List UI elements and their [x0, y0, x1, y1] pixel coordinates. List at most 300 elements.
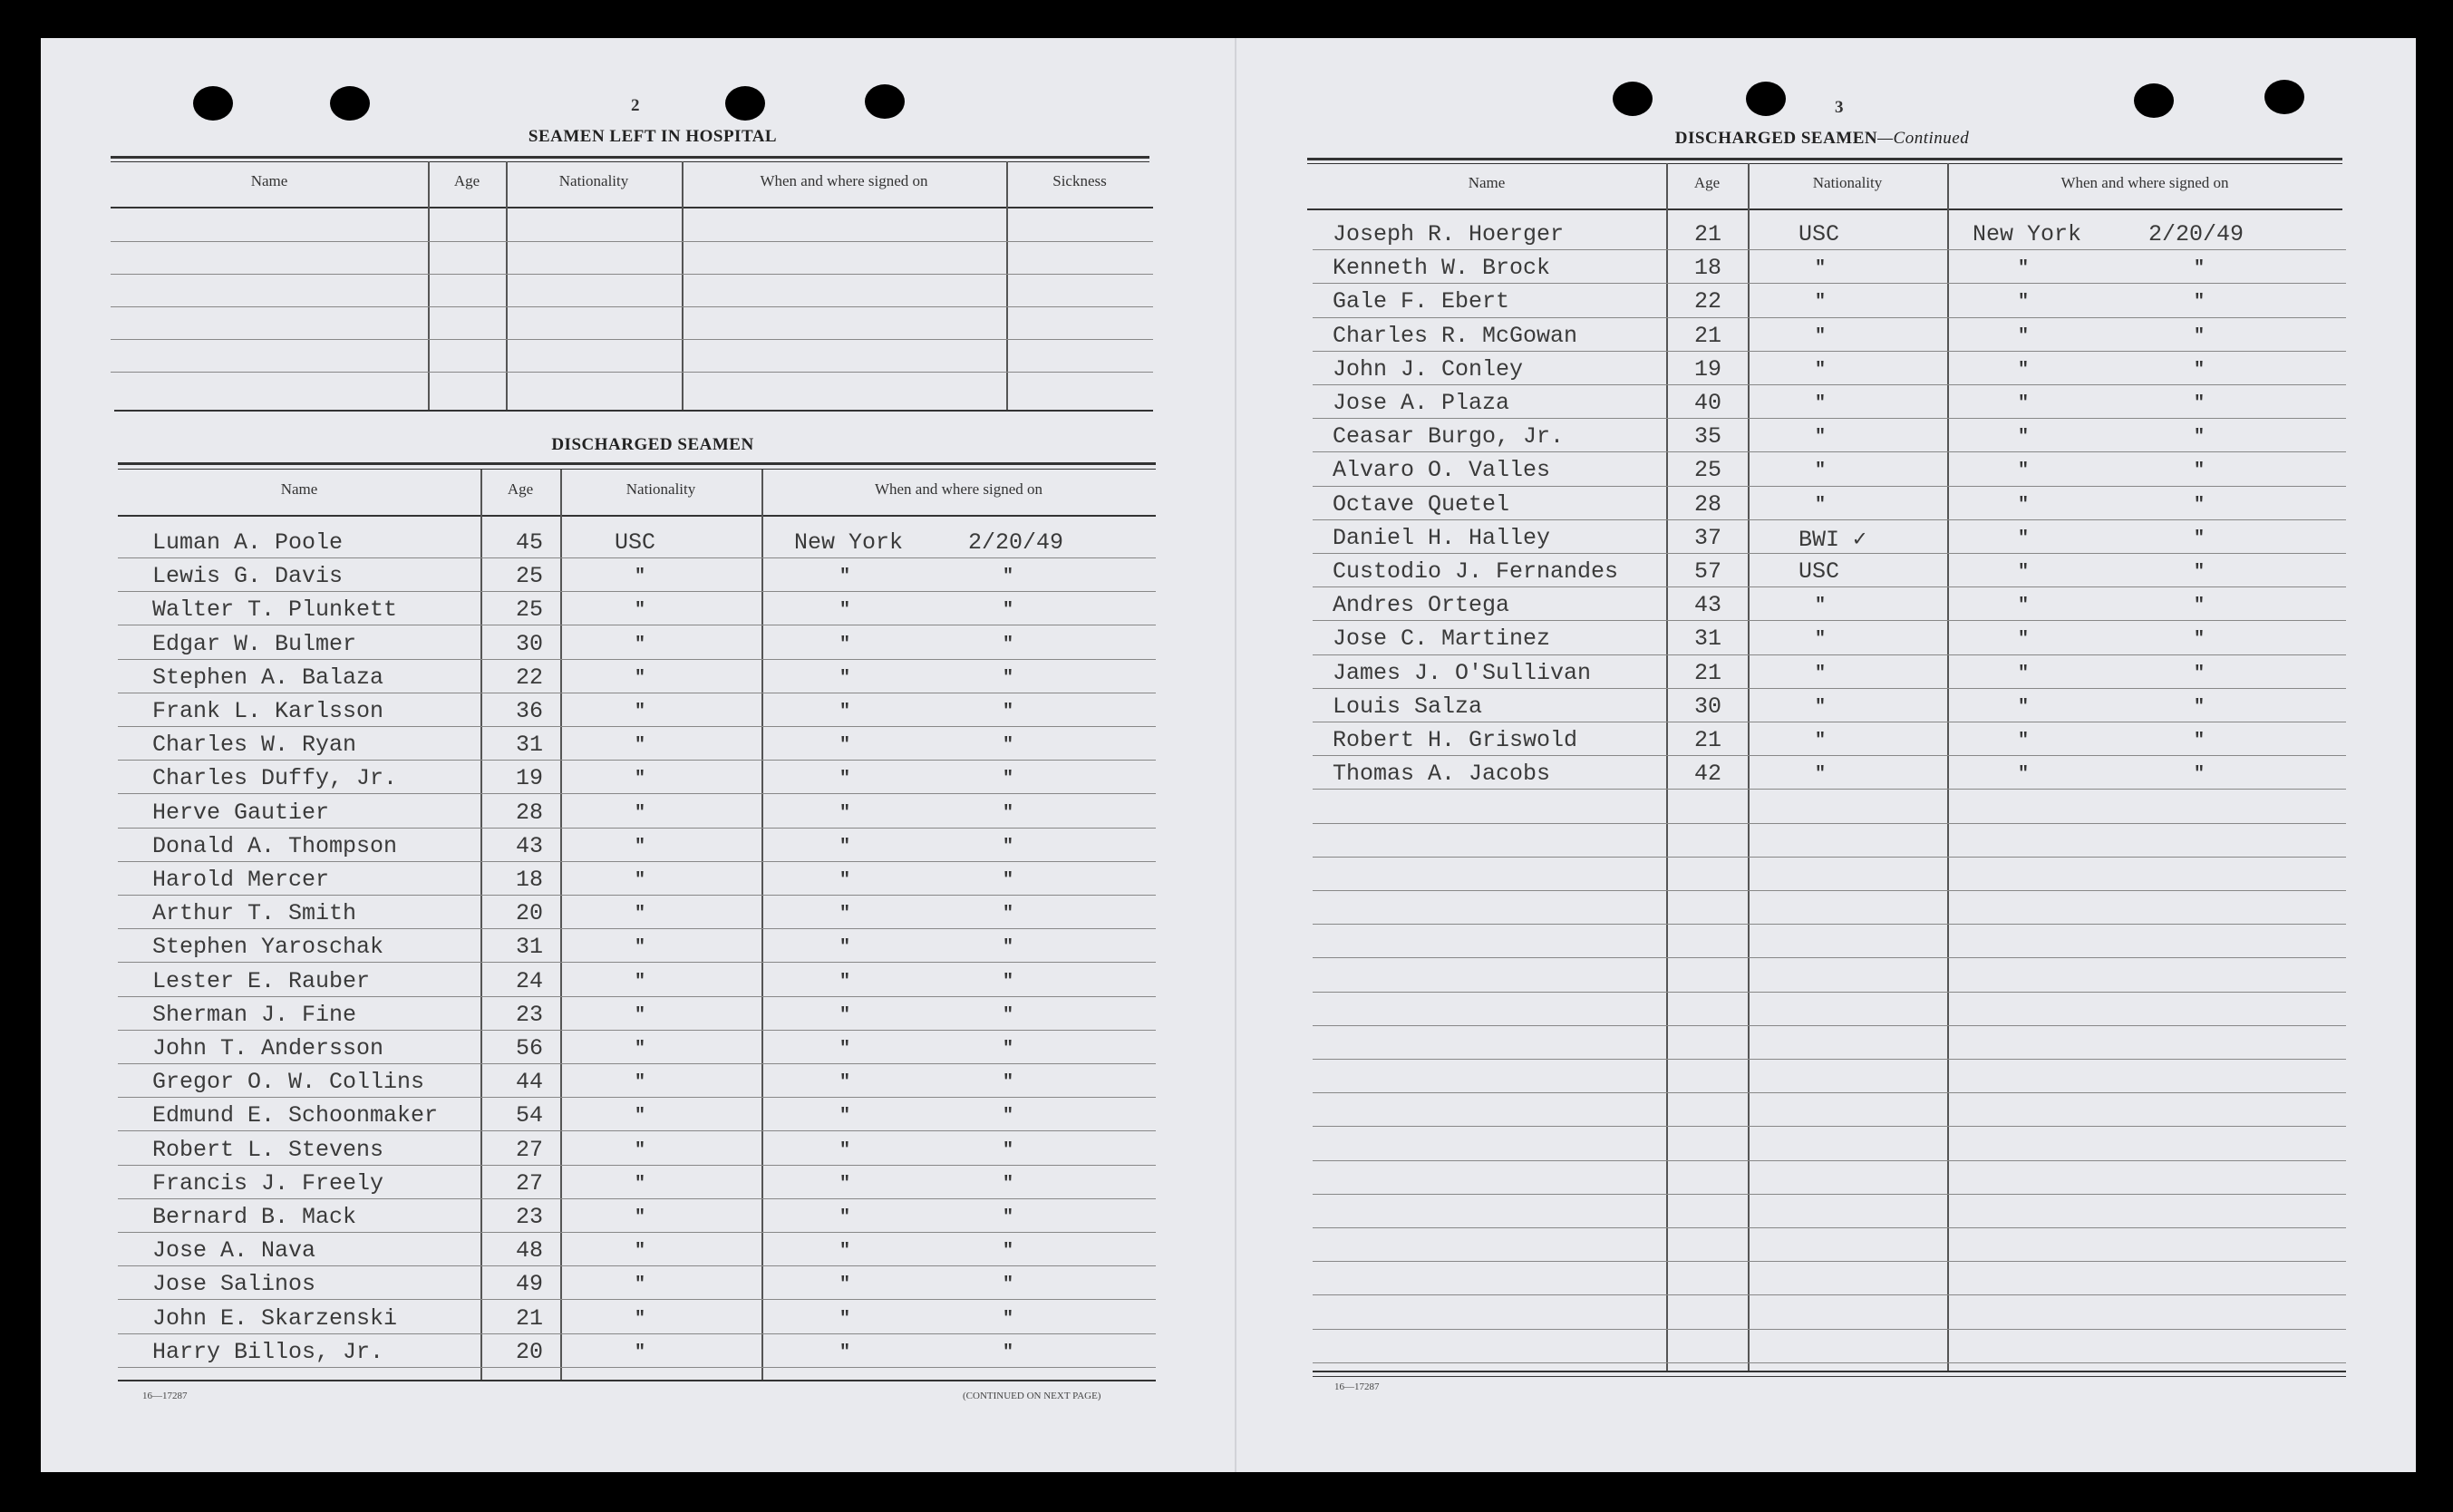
signed-on-place: " — [839, 1207, 851, 1228]
signed-on-place: " — [2018, 427, 2030, 448]
signed-on-place: " — [2018, 393, 2030, 414]
hospital-section-title: SEAMEN LEFT IN HOSPITAL — [528, 127, 778, 146]
row-rule — [118, 828, 1156, 829]
row-rule — [1313, 486, 2346, 487]
signed-on-place: " — [839, 1072, 851, 1093]
signed-on-date: " — [1003, 870, 1014, 891]
seaman-nationality: " — [635, 668, 646, 689]
seaman-nationality: " — [635, 904, 646, 925]
continued-note: (CONTINUED ON NEXT PAGE) — [963, 1391, 1101, 1401]
seaman-name: Edmund E. Schoonmaker — [152, 1102, 439, 1129]
signed-on-date: " — [1003, 1140, 1014, 1161]
seaman-age: 28 — [1693, 491, 1721, 518]
row-rule — [118, 1063, 1156, 1064]
seaman-name: Walter T. Plunkett — [152, 596, 398, 623]
col-header-signed-on: When and where signed on — [760, 172, 928, 189]
signed-on-date: " — [2194, 360, 2206, 381]
seaman-name: Jose Salinos — [152, 1271, 316, 1297]
signed-on-place: " — [839, 702, 851, 722]
seaman-age: 25 — [515, 596, 543, 623]
seaman-nationality: " — [635, 837, 646, 858]
row-rule — [111, 372, 1153, 373]
seaman-age: 48 — [515, 1237, 543, 1264]
row-rule — [118, 1097, 1156, 1098]
seaman-age: 20 — [515, 1339, 543, 1365]
row-rule — [118, 962, 1156, 963]
seaman-name: Jose A. Nava — [152, 1237, 316, 1264]
signed-on-date: " — [2194, 326, 2206, 347]
seaman-name: Harold Mercer — [152, 867, 330, 893]
seaman-nationality: " — [635, 635, 646, 655]
signed-on-date: " — [1003, 1275, 1014, 1295]
col-header-nationality: Nationality — [1812, 174, 1883, 191]
signed-on-place: " — [2018, 697, 2030, 718]
row-rule — [1313, 249, 2346, 250]
row-rule — [1313, 992, 2346, 993]
seaman-age: 27 — [515, 1137, 543, 1163]
row-rule — [1313, 789, 2346, 790]
seaman-name: Andres Ortega — [1333, 592, 1510, 618]
row-rule — [1313, 418, 2346, 419]
form-number: 16—17287 — [1334, 1381, 1380, 1392]
signed-on-date: " — [1003, 904, 1014, 925]
seaman-name: Frank L. Karlsson — [152, 698, 384, 724]
seaman-nationality: " — [1815, 460, 1827, 481]
row-rule — [1313, 1092, 2346, 1093]
row-rule — [1313, 1227, 2346, 1228]
seaman-age: 18 — [1693, 255, 1721, 281]
row-rule — [111, 274, 1153, 275]
rule — [1307, 158, 2342, 160]
signed-on-date: " — [1003, 1241, 1014, 1262]
seaman-nationality: " — [635, 600, 646, 621]
signed-on-date: " — [2194, 664, 2206, 684]
seaman-age: 23 — [515, 1002, 543, 1028]
seaman-name: Francis J. Freely — [152, 1170, 384, 1197]
signed-on-place: " — [2018, 495, 2030, 516]
seaman-age: 20 — [515, 900, 543, 926]
seaman-name: John E. Skarzenski — [152, 1305, 398, 1332]
signed-on-date: " — [1003, 735, 1014, 756]
signed-on-date: " — [1003, 1072, 1014, 1093]
rule — [118, 469, 1156, 470]
row-rule — [1313, 283, 2346, 284]
seaman-age: 31 — [515, 934, 543, 960]
row-rule — [118, 726, 1156, 727]
col-header-sickness: Sickness — [1052, 172, 1107, 189]
seaman-age: 19 — [515, 765, 543, 791]
row-rule — [1313, 1059, 2346, 1060]
signed-on-date: " — [1003, 668, 1014, 689]
signed-on-date: " — [1003, 972, 1014, 993]
seaman-name: Sherman J. Fine — [152, 1002, 357, 1028]
row-rule — [111, 241, 1153, 242]
signed-on-date: " — [2194, 697, 2206, 718]
col-header-signed-on: When and where signed on — [2060, 174, 2229, 191]
signed-on-place: " — [2018, 731, 2030, 751]
signed-on-date: " — [1003, 1106, 1014, 1127]
rule — [1313, 1376, 2346, 1377]
seaman-name: Jose C. Martinez — [1333, 625, 1551, 652]
seaman-age: 37 — [1693, 525, 1721, 551]
signed-on-place: " — [839, 735, 851, 756]
signed-on-place: New York — [794, 529, 904, 556]
seaman-age: 25 — [515, 563, 543, 589]
signed-on-date: " — [1003, 769, 1014, 790]
row-rule — [118, 1367, 1156, 1368]
column-divider — [761, 470, 763, 1380]
seaman-nationality: " — [635, 769, 646, 790]
signed-on-place: " — [2018, 258, 2030, 279]
col-header-age: Age — [453, 172, 480, 189]
seaman-age: 27 — [515, 1170, 543, 1197]
seaman-name: Custodio J. Fernandes — [1333, 558, 1619, 585]
seaman-age: 31 — [1693, 625, 1721, 652]
discharged-section-title: DISCHARGED SEAMEN — [551, 435, 754, 454]
seaman-nationality: " — [635, 1241, 646, 1262]
seaman-name: Stephen A. Balaza — [152, 664, 384, 691]
seaman-name: John T. Andersson — [152, 1035, 384, 1061]
signed-on-place: " — [839, 1039, 851, 1060]
seaman-age: 40 — [1693, 390, 1721, 416]
row-rule — [118, 557, 1156, 558]
seaman-age: 22 — [1693, 288, 1721, 315]
seaman-name: Charles W. Ryan — [152, 732, 357, 758]
seaman-nationality: BWI ✓ — [1799, 527, 1867, 553]
signed-on-date: " — [2194, 393, 2206, 414]
page-fold — [1235, 38, 1236, 1472]
row-rule — [1313, 1294, 2346, 1295]
punch-hole — [1746, 82, 1786, 116]
signed-on-place: " — [839, 1275, 851, 1295]
seaman-age: 44 — [515, 1069, 543, 1095]
signed-on-place: New York — [1973, 221, 2082, 247]
signed-on-place: " — [839, 870, 851, 891]
signed-on-date: " — [1003, 1039, 1014, 1060]
signed-on-place: " — [839, 972, 851, 993]
seaman-nationality: " — [635, 1072, 646, 1093]
seaman-name: Gregor O. W. Collins — [152, 1069, 425, 1095]
signed-on-place: " — [2018, 326, 2030, 347]
signed-on-date: 2/20/49 — [2148, 221, 2245, 247]
seaman-name: Lester E. Rauber — [152, 968, 371, 994]
row-rule — [118, 1130, 1156, 1131]
seaman-nationality: " — [635, 1005, 646, 1026]
seaman-name: Alvaro O. Valles — [1333, 457, 1551, 483]
row-rule — [1313, 553, 2346, 554]
row-rule — [118, 1333, 1156, 1334]
seaman-name: Robert H. Griswold — [1333, 727, 1578, 753]
seaman-name: John J. Conley — [1333, 356, 1524, 383]
signed-on-place: " — [839, 1140, 851, 1161]
row-rule — [118, 1265, 1156, 1266]
seaman-nationality: USC — [1799, 558, 1840, 585]
seaman-name: Edgar W. Bulmer — [152, 631, 357, 657]
signed-on-date: " — [2194, 460, 2206, 481]
seaman-nationality: USC — [1799, 221, 1840, 247]
seaman-nationality: " — [635, 1140, 646, 1161]
signed-on-date: " — [2194, 629, 2206, 650]
row-rule — [118, 793, 1156, 794]
seaman-name: Ceasar Burgo, Jr. — [1333, 423, 1565, 450]
rule — [118, 462, 1156, 465]
signed-on-place: " — [839, 567, 851, 587]
seaman-name: Luman A. Poole — [152, 529, 344, 556]
seaman-age: 23 — [515, 1204, 543, 1230]
discharged-continued-title — [1614, 129, 2031, 149]
row-rule — [1313, 586, 2346, 587]
row-rule — [1313, 1261, 2346, 1262]
col-header-nationality: Nationality — [625, 480, 696, 498]
seaman-nationality: " — [635, 1207, 646, 1228]
signed-on-place: " — [2018, 629, 2030, 650]
rule — [1307, 163, 2342, 164]
row-rule — [1313, 688, 2346, 689]
row-rule — [1313, 755, 2346, 756]
signed-on-date: " — [1003, 1207, 1014, 1228]
col-header-name: Name — [250, 172, 288, 189]
row-rule — [1313, 1362, 2346, 1363]
row-rule — [111, 339, 1153, 340]
signed-on-date: " — [2194, 258, 2206, 279]
seaman-nationality: " — [635, 1039, 646, 1060]
title-suffix: —Continued — [1877, 129, 1970, 148]
signed-on-date: " — [1003, 600, 1014, 621]
signed-on-date: " — [1003, 803, 1014, 824]
seaman-age: 19 — [1693, 356, 1721, 383]
row-rule — [118, 1299, 1156, 1300]
seaman-nationality: " — [1815, 629, 1827, 650]
rule — [111, 156, 1149, 159]
punch-hole — [2134, 83, 2174, 118]
signed-on-date: " — [1003, 837, 1014, 858]
col-header-age: Age — [1693, 174, 1721, 191]
row-rule — [1313, 1194, 2346, 1195]
signed-on-place: " — [2018, 360, 2030, 381]
rule — [1313, 1371, 2346, 1372]
rule — [118, 1380, 1156, 1381]
punch-hole — [725, 86, 765, 121]
seaman-age: 21 — [515, 1305, 543, 1332]
row-rule — [1313, 384, 2346, 385]
seaman-name: Arthur T. Smith — [152, 900, 357, 926]
seaman-nationality: " — [1815, 258, 1827, 279]
signed-on-place: " — [839, 1005, 851, 1026]
punch-hole — [865, 84, 905, 119]
signed-on-date: " — [1003, 702, 1014, 722]
seaman-nationality: " — [635, 972, 646, 993]
seaman-nationality: " — [635, 735, 646, 756]
seaman-age: 49 — [515, 1271, 543, 1297]
signed-on-date: 2/20/49 — [968, 529, 1064, 556]
signed-on-place: " — [839, 635, 851, 655]
seaman-nationality: " — [635, 1342, 646, 1363]
page-number: 3 — [1835, 98, 1844, 117]
row-rule — [1313, 823, 2346, 824]
row-rule — [118, 895, 1156, 896]
signed-on-place: " — [839, 1241, 851, 1262]
seaman-age: 21 — [1693, 660, 1721, 686]
col-header-signed-on: When and where signed on — [874, 480, 1043, 498]
seaman-name: James J. O'Sullivan — [1333, 660, 1592, 686]
seaman-name: Harry Billos, Jr. — [152, 1339, 384, 1365]
seaman-age: 43 — [515, 833, 543, 859]
row-rule — [118, 1198, 1156, 1199]
signed-on-date: " — [2194, 764, 2206, 785]
header-rule — [1307, 208, 2342, 210]
signed-on-place: " — [839, 600, 851, 621]
row-rule — [118, 1165, 1156, 1166]
seaman-nationality: " — [1815, 596, 1827, 616]
row-rule — [1313, 857, 2346, 858]
seaman-age: 43 — [1693, 592, 1721, 618]
seaman-nationality: " — [635, 1275, 646, 1295]
seaman-nationality: " — [635, 937, 646, 958]
punch-hole — [330, 86, 370, 121]
seaman-name: Octave Quetel — [1333, 491, 1510, 518]
seaman-age: 21 — [1693, 727, 1721, 753]
row-rule — [1313, 924, 2346, 925]
row-rule — [1313, 1126, 2346, 1127]
seaman-name: Robert L. Stevens — [152, 1137, 384, 1163]
seaman-nationality: " — [635, 1309, 646, 1330]
row-rule — [118, 591, 1156, 592]
seaman-nationality: " — [635, 567, 646, 587]
signed-on-date: " — [2194, 528, 2206, 549]
seaman-age: 18 — [515, 867, 543, 893]
seaman-age: 36 — [515, 698, 543, 724]
rule — [114, 410, 1153, 412]
signed-on-place: " — [2018, 562, 2030, 583]
signed-on-place: " — [839, 1174, 851, 1195]
header-rule — [118, 515, 1156, 517]
signed-on-date: " — [1003, 635, 1014, 655]
row-rule — [1313, 1025, 2346, 1026]
signed-on-date: " — [1003, 1174, 1014, 1195]
row-rule — [1313, 351, 2346, 352]
row-rule — [1313, 1329, 2346, 1330]
seaman-name: Daniel H. Halley — [1333, 525, 1551, 551]
seaman-nationality: " — [1815, 495, 1827, 516]
signed-on-place: " — [2018, 596, 2030, 616]
seaman-name: Joseph R. Hoerger — [1333, 221, 1565, 247]
column-divider — [480, 470, 482, 1380]
signed-on-place: " — [2018, 460, 2030, 481]
signed-on-date: " — [1003, 567, 1014, 587]
seaman-name: Bernard B. Mack — [152, 1204, 357, 1230]
signed-on-place: " — [839, 769, 851, 790]
row-rule — [1313, 519, 2346, 520]
row-rule — [118, 659, 1156, 660]
signed-on-place: " — [2018, 764, 2030, 785]
seaman-age: 42 — [1693, 761, 1721, 787]
signed-on-place: " — [839, 803, 851, 824]
header-rule — [111, 207, 1153, 208]
page-number: 2 — [631, 96, 640, 115]
seaman-nationality: " — [1815, 697, 1827, 718]
signed-on-date: " — [2194, 731, 2206, 751]
signed-on-place: " — [839, 937, 851, 958]
signed-on-date: " — [2194, 495, 2206, 516]
seaman-age: 21 — [1693, 221, 1721, 247]
seaman-name: Kenneth W. Brock — [1333, 255, 1551, 281]
signed-on-date: " — [2194, 292, 2206, 313]
row-rule — [118, 928, 1156, 929]
seaman-nationality: " — [635, 870, 646, 891]
row-rule — [1313, 620, 2346, 621]
seaman-age: 25 — [1693, 457, 1721, 483]
seaman-name: Thomas A. Jacobs — [1333, 761, 1551, 787]
seaman-nationality: " — [1815, 427, 1827, 448]
seaman-age: 45 — [515, 529, 543, 556]
signed-on-place: " — [839, 904, 851, 925]
seaman-age: 28 — [515, 800, 543, 826]
seaman-nationality: " — [635, 803, 646, 824]
signed-on-place: " — [839, 1309, 851, 1330]
row-rule — [118, 760, 1156, 761]
row-rule — [118, 1030, 1156, 1031]
row-rule — [1313, 654, 2346, 655]
seaman-age: 35 — [1693, 423, 1721, 450]
column-divider — [1947, 163, 1949, 1371]
punch-hole — [2264, 80, 2304, 114]
signed-on-date: " — [1003, 1309, 1014, 1330]
column-divider — [1748, 163, 1750, 1371]
seaman-name: Herve Gautier — [152, 800, 330, 826]
row-rule — [111, 306, 1153, 307]
signed-on-place: " — [2018, 528, 2030, 549]
signed-on-date: " — [2194, 562, 2206, 583]
seaman-age: 21 — [1693, 323, 1721, 349]
title-main: DISCHARGED SEAMEN — [1674, 129, 1878, 148]
seaman-nationality: " — [1815, 326, 1827, 347]
seaman-age: 30 — [1693, 693, 1721, 720]
row-rule — [1313, 317, 2346, 318]
seaman-nationality: " — [1815, 292, 1827, 313]
row-rule — [118, 861, 1156, 862]
row-rule — [1313, 890, 2346, 891]
seaman-nationality: " — [1815, 360, 1827, 381]
seaman-age: 22 — [515, 664, 543, 691]
signed-on-date: " — [2194, 427, 2206, 448]
seaman-age: 24 — [515, 968, 543, 994]
row-rule — [1313, 1160, 2346, 1161]
signed-on-place: " — [839, 1342, 851, 1363]
seaman-name: Charles R. McGowan — [1333, 323, 1578, 349]
seaman-nationality: " — [1815, 731, 1827, 751]
signed-on-place: " — [839, 668, 851, 689]
seaman-nationality: " — [635, 702, 646, 722]
row-rule — [118, 996, 1156, 997]
seaman-age: 31 — [515, 732, 543, 758]
signed-on-date: " — [1003, 937, 1014, 958]
row-rule — [1313, 451, 2346, 452]
punch-hole — [1613, 82, 1653, 116]
form-number: 16—17287 — [142, 1391, 188, 1401]
seaman-name: Louis Salza — [1333, 693, 1483, 720]
seaman-age: 54 — [515, 1102, 543, 1129]
seaman-name: Gale F. Ebert — [1333, 288, 1510, 315]
signed-on-place: " — [2018, 292, 2030, 313]
punch-hole — [193, 86, 233, 121]
col-header-age: Age — [507, 480, 534, 498]
seaman-name: Stephen Yaroschak — [152, 934, 384, 960]
rule — [111, 161, 1149, 162]
col-header-name: Name — [280, 480, 318, 498]
signed-on-place: " — [839, 1106, 851, 1127]
seaman-nationality: " — [1815, 393, 1827, 414]
seaman-nationality: USC — [615, 529, 656, 556]
